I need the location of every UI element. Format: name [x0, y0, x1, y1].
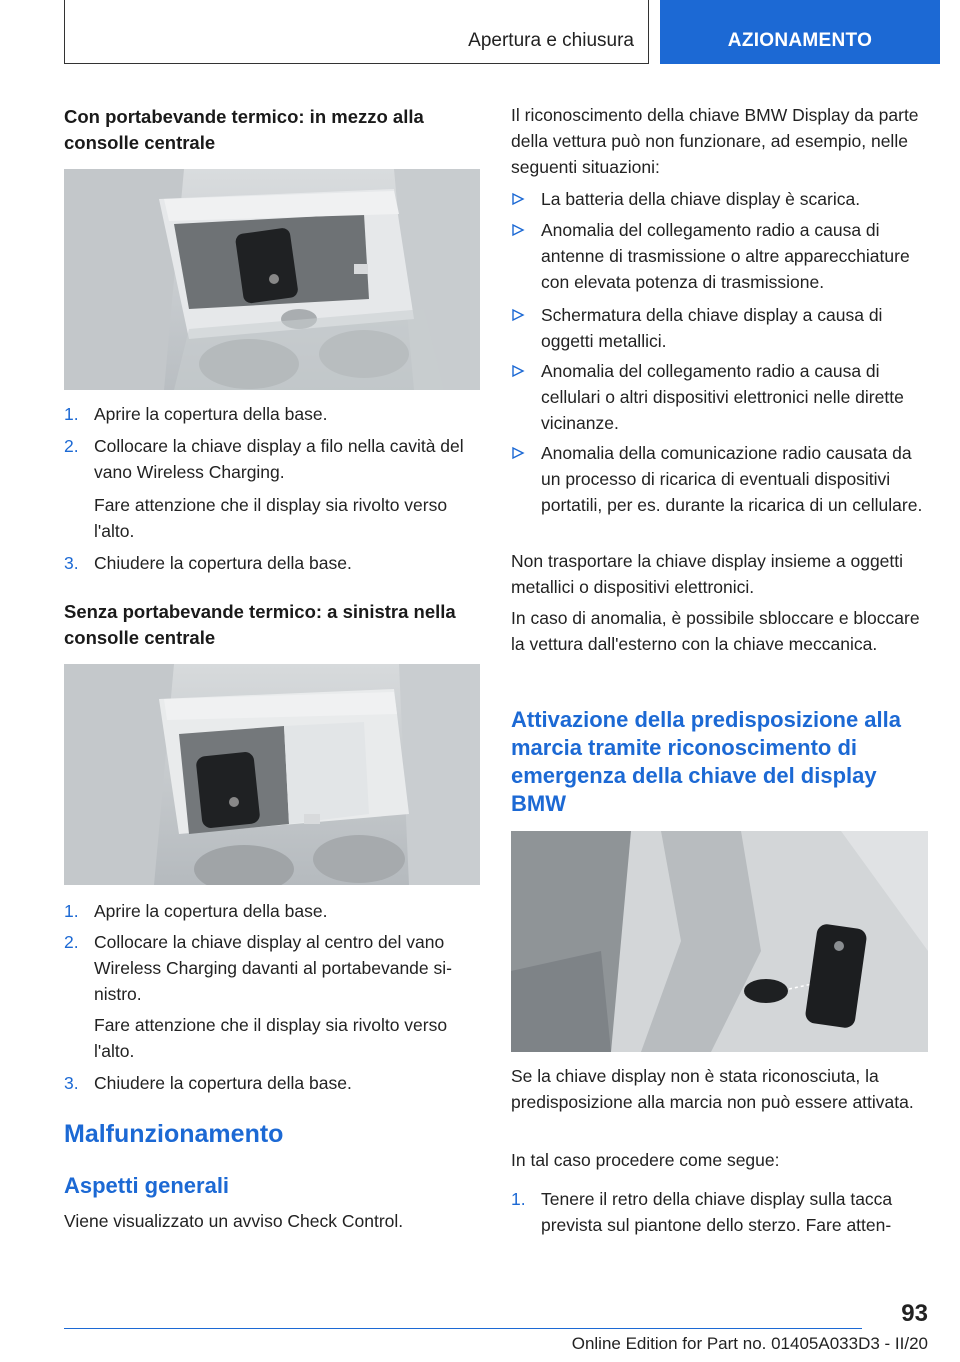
- header-section-box: [64, 0, 649, 64]
- section-title-malfunction: Malfunzionamento: [64, 1120, 284, 1148]
- list-item: [511, 1186, 928, 1238]
- step-number: 2.: [64, 932, 79, 952]
- emergency-activation-title: Attivazione della predisposizione alla marcia tramite riconoscimento di emergenza della chiave del display BMW: [511, 707, 901, 816]
- triangle-right-icon: [511, 440, 525, 466]
- bullet-text: Anomalia del collegamento radio a causa di cellulari o altri dispositivi elettronici nelle dirette vicinanze.: [541, 361, 904, 433]
- list-item: [64, 1070, 480, 1096]
- image-console-left-charging: [64, 664, 480, 885]
- footer-divider: [64, 1328, 862, 1329]
- bullet-text: Anomalia del collegamento radio a causa di antenne di trasmissione o altre apparecchiature con elevata potenza di trasmissione.: [541, 220, 910, 292]
- list-item: [64, 550, 480, 576]
- general-text: Viene visualizzato un avviso Check Control.: [64, 1211, 404, 1231]
- step-text: Collocare la chiave display a filo nella cavità del vano Wireless Charging.: [94, 436, 464, 482]
- list-item: [64, 1012, 480, 1064]
- list-item: [511, 358, 928, 436]
- step-number: 2.: [64, 436, 79, 456]
- intro-paragraph: Il riconoscimento della chiave BMW Display da parte della vettura può non funzionare, ad esempio, nelle seguenti situazioni:: [511, 105, 919, 177]
- list-item: [511, 440, 928, 544]
- page-number: 93: [901, 1300, 928, 1327]
- footer-edition: Online Edition for Part no. 01405A033D3 - II/20: [571, 1334, 928, 1353]
- step-text: Aprire la copertura della base.: [94, 404, 328, 424]
- step-text: Aprire la copertura della base.: [94, 901, 328, 921]
- step-text: Chiudere la copertura della base.: [94, 553, 352, 573]
- list-item: [64, 401, 480, 427]
- step-note: Fare attenzione che il display sia rivolto verso l'alto.: [94, 1015, 448, 1061]
- list-item: [64, 433, 480, 485]
- header-section-title: Apertura e chiusura: [468, 30, 634, 51]
- step-number: 1.: [64, 901, 79, 921]
- paragraph-anomaly: In caso di anomalia, è possibile sbloccare e bloccare la vettura dall'esterno con la chiave meccanica.: [511, 608, 920, 654]
- list-item: [511, 302, 928, 354]
- paragraph-not-recognized: Se la chiave display non è stata riconosciuta, la predisposizione alla marcia non può essere attivata.: [511, 1066, 914, 1112]
- step-number: 3.: [64, 553, 79, 573]
- subsection-title-general: Aspetti generali: [64, 1173, 230, 1198]
- step-note: Fare attenzione che il display sia rivolto verso l'alto.: [94, 495, 448, 541]
- triangle-right-icon: [511, 186, 525, 212]
- list-item: [511, 217, 928, 295]
- bullet-text: Anomalia della comunicazione radio causata da un processo di ricarica di eventuali dispositivi portatili, per es. durante la ricarica di un cellulare.: [541, 443, 923, 515]
- step-text: Collocare la chiave display al centro del vano Wireless Charging davanti al portabevande sinistro.: [94, 932, 452, 1004]
- triangle-right-icon: [511, 302, 525, 328]
- step-text: Tenere il retro della chiave display sulla tacca prevista sul piantone dello sterzo. Fare atten-: [541, 1189, 893, 1235]
- step-number: 1.: [511, 1189, 526, 1209]
- step-number: 3.: [64, 1073, 79, 1093]
- step-number: 1.: [64, 404, 79, 424]
- step-text: Chiudere la copertura della base.: [94, 1073, 352, 1093]
- list-item: [64, 492, 480, 544]
- image-console-center-charging: [64, 169, 480, 390]
- header-chapter-title: AZIONAMENTO: [727, 30, 873, 51]
- list-item: [511, 186, 928, 212]
- paragraph-procedure: In tal caso procedere come segue:: [511, 1150, 780, 1170]
- list-item: [64, 929, 480, 1007]
- triangle-right-icon: [511, 358, 525, 384]
- image-steering-column-key: [511, 831, 928, 1052]
- bullet-text: La batteria della chiave display è scarica.: [541, 189, 861, 209]
- heading-with-thermal-holder: Con portabevande termico: in mezzo alla consolle centrale: [64, 106, 424, 153]
- triangle-right-icon: [511, 217, 525, 243]
- header-chapter-tab: [660, 0, 940, 64]
- bullet-text: Schermatura della chiave display a causa di oggetti metallici.: [541, 305, 883, 351]
- list-item: [64, 898, 480, 924]
- paragraph-transport: Non trasportare la chiave display insieme a oggetti metallici o dispositivi elettronici.: [511, 551, 904, 597]
- heading-without-thermal-holder: Senza portabevande termico: a sinistra nella consolle centrale: [64, 601, 456, 648]
